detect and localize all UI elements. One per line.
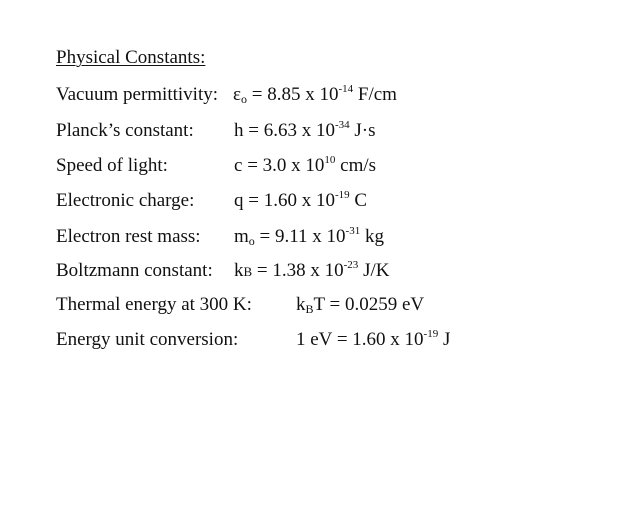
constant-label: Energy unit conversion: <box>56 329 239 350</box>
constant-label: Thermal energy at 300 K: <box>56 294 252 315</box>
value-unit: C <box>349 190 368 211</box>
value-unit: cm/s <box>335 155 377 176</box>
value-mantissa: = 1.60 x 10 <box>332 329 424 350</box>
constant-value <box>234 119 376 143</box>
constant-label: Boltzmann constant: <box>56 260 213 281</box>
constant-value <box>296 328 450 352</box>
symbol-subscript: o <box>240 92 247 106</box>
value-unit: J <box>438 329 451 350</box>
symbol-subscript: B <box>243 264 253 279</box>
value-exponent: -19 <box>334 188 350 201</box>
value-unit: F/cm <box>353 84 397 105</box>
constant-value <box>234 225 384 249</box>
value-mantissa: = 8.85 x 10 <box>246 84 339 105</box>
constant-value <box>233 83 397 107</box>
section-heading: Physical Constants: <box>56 47 206 68</box>
value-mantissa: = 1.38 x 10 <box>252 260 344 281</box>
symbol: h <box>234 120 244 141</box>
value-exponent: -14 <box>338 82 354 95</box>
value-mantissa: T = 0.0259 eV <box>313 294 425 315</box>
value-unit: kg <box>360 226 384 247</box>
constant-label: Electronic charge: <box>56 190 195 211</box>
value-exponent: -23 <box>343 258 359 271</box>
symbol: 1 eV <box>296 329 333 350</box>
symbol: k <box>296 294 306 315</box>
value-mantissa: = 6.63 x 10 <box>243 120 335 141</box>
constant-value <box>234 154 376 178</box>
constant-label: Vacuum permittivity: <box>56 84 219 105</box>
value-unit: J/K <box>358 260 390 281</box>
constant-value <box>234 259 389 284</box>
value-unit: J·s <box>349 120 376 141</box>
symbol-subscript: B <box>305 302 314 316</box>
constant-label: Speed of light: <box>56 155 168 176</box>
constant-label: Electron rest mass: <box>56 226 201 247</box>
symbol: c <box>234 155 243 176</box>
value-exponent: -34 <box>334 118 350 131</box>
constant-value <box>234 189 367 213</box>
constant-label: Planck’s constant: <box>56 120 194 141</box>
value-exponent: -31 <box>345 224 361 237</box>
value-mantissa: = 9.11 x 10 <box>254 226 346 247</box>
value-exponent: -19 <box>423 327 439 340</box>
symbol: m <box>234 226 249 247</box>
value-mantissa: = 3.0 x 10 <box>242 155 325 176</box>
value-mantissa: = 1.60 x 10 <box>243 190 335 211</box>
symbol: ε <box>233 84 241 105</box>
symbol-subscript: o <box>248 234 255 248</box>
symbol: q <box>234 190 244 211</box>
symbol: k <box>234 260 244 281</box>
constant-value <box>296 293 424 317</box>
value-exponent: 10 <box>324 153 336 166</box>
